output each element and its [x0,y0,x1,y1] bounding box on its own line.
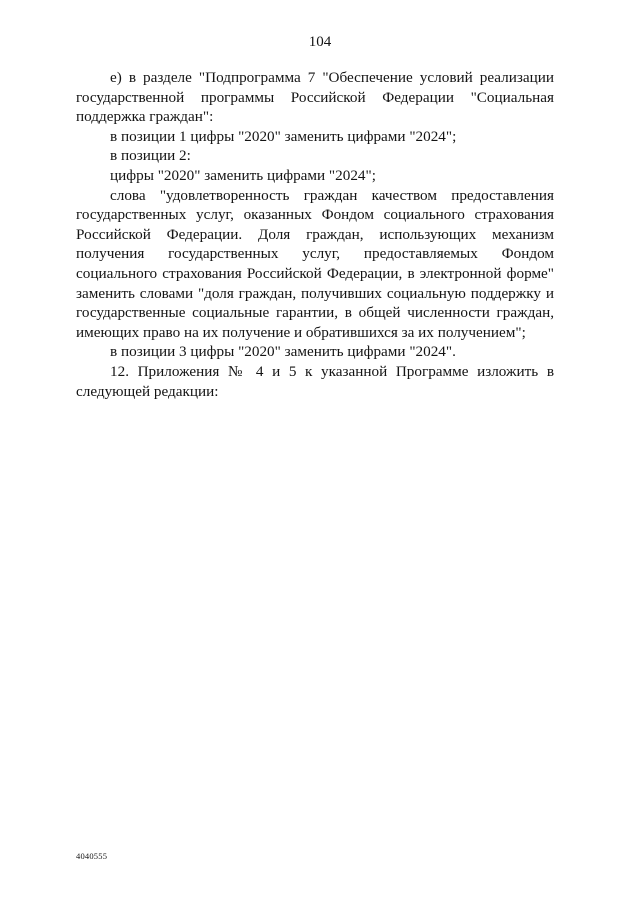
document-body [76,68,554,401]
paragraph-position-2-digits: цифры "2020" заменить цифрами "2024"; [110,166,376,184]
document-code: 4040555 [76,851,108,861]
paragraph-position-3: в позиции 3 цифры "2020" заменить цифрами "2024". [110,343,456,361]
paragraph-section-e: е) в разделе "Подпрограмма 7 "Обеспечение условий реализации государственной программы Российской Федерации "Социальная поддержка граждан": [76,69,554,126]
page-number: 104 [308,34,332,50]
paragraph-position-2: в позиции 2: [110,147,191,165]
paragraph-position-2-words: слова "удовлетворенность граждан качеством предоставления государственных услуг, оказанных Фондом социального страхования Российской Федерации. Доля граждан, использующих механизм получения государственных услуг, предоставляемых Фондом социального страхования Российской Федерации, в электронной форме" заменить словами "доля граждан, получивших социальную поддержку и государственные социальные гарантии, в общей численности граждан, имеющих право на их получение и обратившихся за их получением"; [76,186,554,341]
paragraph-item-12: 12. Приложения № 4 и 5 к указанной Программе изложить в следующей редакции: [76,362,554,400]
paragraph-position-1: в позиции 1 цифры "2020" заменить цифрами "2024"; [110,127,457,145]
